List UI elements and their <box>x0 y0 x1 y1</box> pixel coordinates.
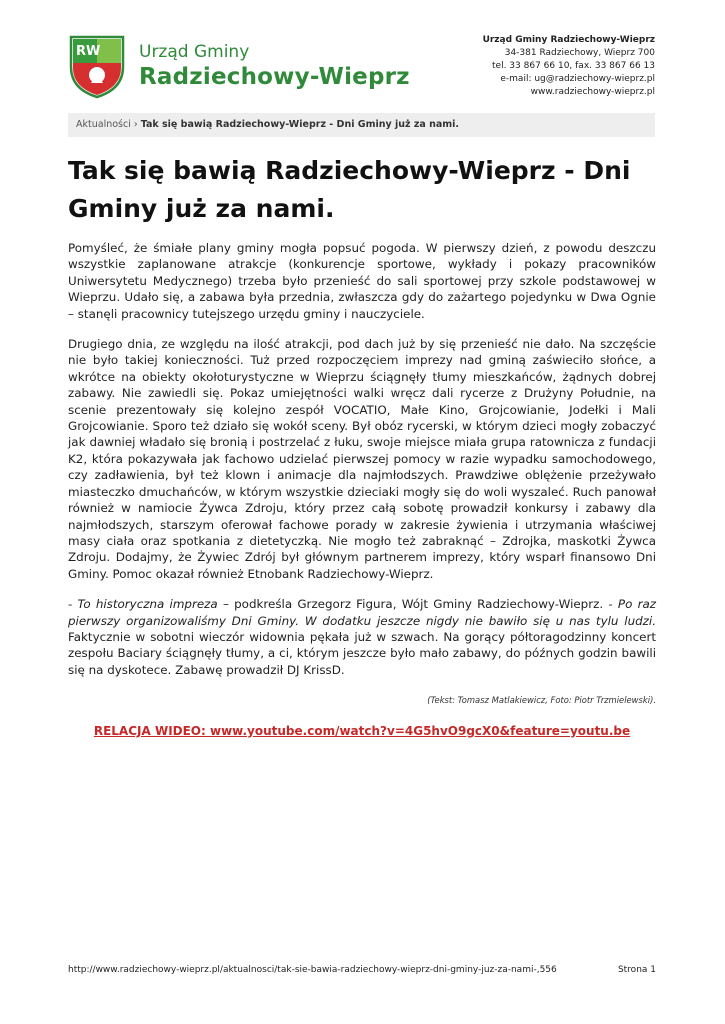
video-link[interactable]: RELACJA WIDEO: www.youtube.com/watch?v=4G5hvO9gcX0&feature=youtu.be <box>93 723 631 738</box>
contact-address: 34-381 Radziechowy, Wieprz 700 <box>504 48 655 58</box>
footer-url: http://www.radziechowy-wieprz.pl/aktualnosci/tak-sie-bawia-radziechowy-wieprz-dni-gminy-juz-za-nami-,556 <box>68 965 557 975</box>
paragraph-1: Pomyśleć, że śmiałe plany gminy mogła popsuć pogoda. W pierwszy dzień, z powodu deszczu wszystkie zaplanowane atrakcje (konkurencje sportowe, wykłady i pokazy pracowników Uniwersytetu Medycznego) trzeba było przenieść do sali sportowej przy szkole podstawowej w Wieprzu. Udało się, a zabawa była przednia, zwłaszcza gdy do zażartego pojedynku w Dwa Ognie – stanęli pracownicy tutejszego urzędu gminy i nauczyciele. <box>68 241 656 321</box>
quote-1: - To historyczna impreza <box>68 597 218 612</box>
svg-text:RW: RW <box>76 44 101 59</box>
contact-name: Urząd Gminy Radziechowy-Wieprz <box>482 35 655 45</box>
contact-email[interactable]: e-mail: ug@radziechowy-wieprz.pl <box>500 74 655 84</box>
municipality-logo[interactable] <box>67 33 487 103</box>
coat-of-arms-icon <box>67 33 127 99</box>
logo-line-1: Urząd Gminy <box>139 42 250 62</box>
contact-website[interactable]: www.radziechowy-wieprz.pl <box>530 87 655 97</box>
logo-line-2: Radziechowy-Wieprz <box>139 64 410 90</box>
paragraph-2: Drugiego dnia, ze względu na ilość atrakcji, pod dach już by się przenieść nie dało. Na szczęście nie było takiej konieczności. Tuż przed rozpoczęciem imprezy nad gminą zaświeciło słońce, a wkrótce na obiekty okołoturystyczne w Wieprzu ściągnęły tłumy mieszkańców, żądnych dobrej zabawy. Nie zawiedli się. Pokaz umiejętności walki wręcz dali rycerze z Drużyny Południe, na scenie prezentowały się kolejno zespół VOCATIO, Małe Kino, Grojcowianie, Jodełki i Mali Grojcowianie. Sporo też działo się wokół sceny. Był obóz rycerski, w którym dzieci mogły zobaczyć jak dawniej władało się bronią i postrzelać z łuku, swoje miejsce miała grupa ratownicza z fundacji K2, która pokazywała jak fachowo udzielać pierwszej pomocy w razie wypadku samochodowego, czy zadławienia, był też klown i animacje dla najmłodszych. Prawdziwe oblężenie przeżywało miasteczko dmuchańców, w którym wszystkie dzieciaki mogły się do woli wyszaleć. Ruch panował również w namiocie Żywca Zdroju, który przez całą sobotę prowadził konkursy i zabawy dla najmłodszych, starszym oferował fachowe porady w zakresie żywienia i utrzymania właściwej masy ciała oraz spotkania z dietetyczką. Nie mogło też zabraknąć – Zdrojka, maskotki Żywca Zdroju. Dodajmy, że Żywiec Zdrój był głównym partnerem imprezy, który wsparł finansowo Dni Gminy. Pomoc okazał również Etnobank Radziechowy-Wieprz. <box>68 337 656 581</box>
quote-attribution: – podkreśla Grzegorz Figura, Wójt Gminy Radziechowy-Wieprz. <box>217 597 609 612</box>
paragraph-3 <box>68 596 656 678</box>
breadcrumb-separator: › <box>133 119 138 130</box>
quote-2: - Po raz pierwszy organizowaliśmy Dni Gminy. W dodatku jeszcze nigdy nie bawiło się u nas tylu ludzi. <box>68 597 656 628</box>
contact-phone: tel. 33 867 66 10, fax. 33 867 66 13 <box>492 61 655 71</box>
contact-info <box>483 34 655 99</box>
article-body <box>68 240 656 739</box>
page-footer <box>68 964 656 977</box>
breadcrumb-parent[interactable]: Aktualności <box>76 119 131 130</box>
paragraph-3-rest: Faktycznie w sobotni wieczór widownia pękała już w szwach. Na gorący półtoragodzinny koncert zespołu Baciary ściągnęły tłumy, a ci, którym jeszcze było mało zabawy, do późnych godzin bawili się na dyskotece. Zabawę prowadził DJ KrissD. <box>68 629 656 677</box>
page-header <box>0 0 725 110</box>
page-title: Tak się bawią Radziechowy-Wieprz - Dni Gminy już za nami. <box>68 156 631 223</box>
breadcrumb-current: Tak się bawią Radziechowy-Wieprz - Dni Gminy już za nami. <box>140 119 460 130</box>
page-number: Strona 1 <box>617 965 656 975</box>
breadcrumb <box>68 113 655 137</box>
photo-credit: (Tekst: Tomasz Matlakiewicz, Foto: Piotr Trzmielewski). <box>427 695 656 706</box>
